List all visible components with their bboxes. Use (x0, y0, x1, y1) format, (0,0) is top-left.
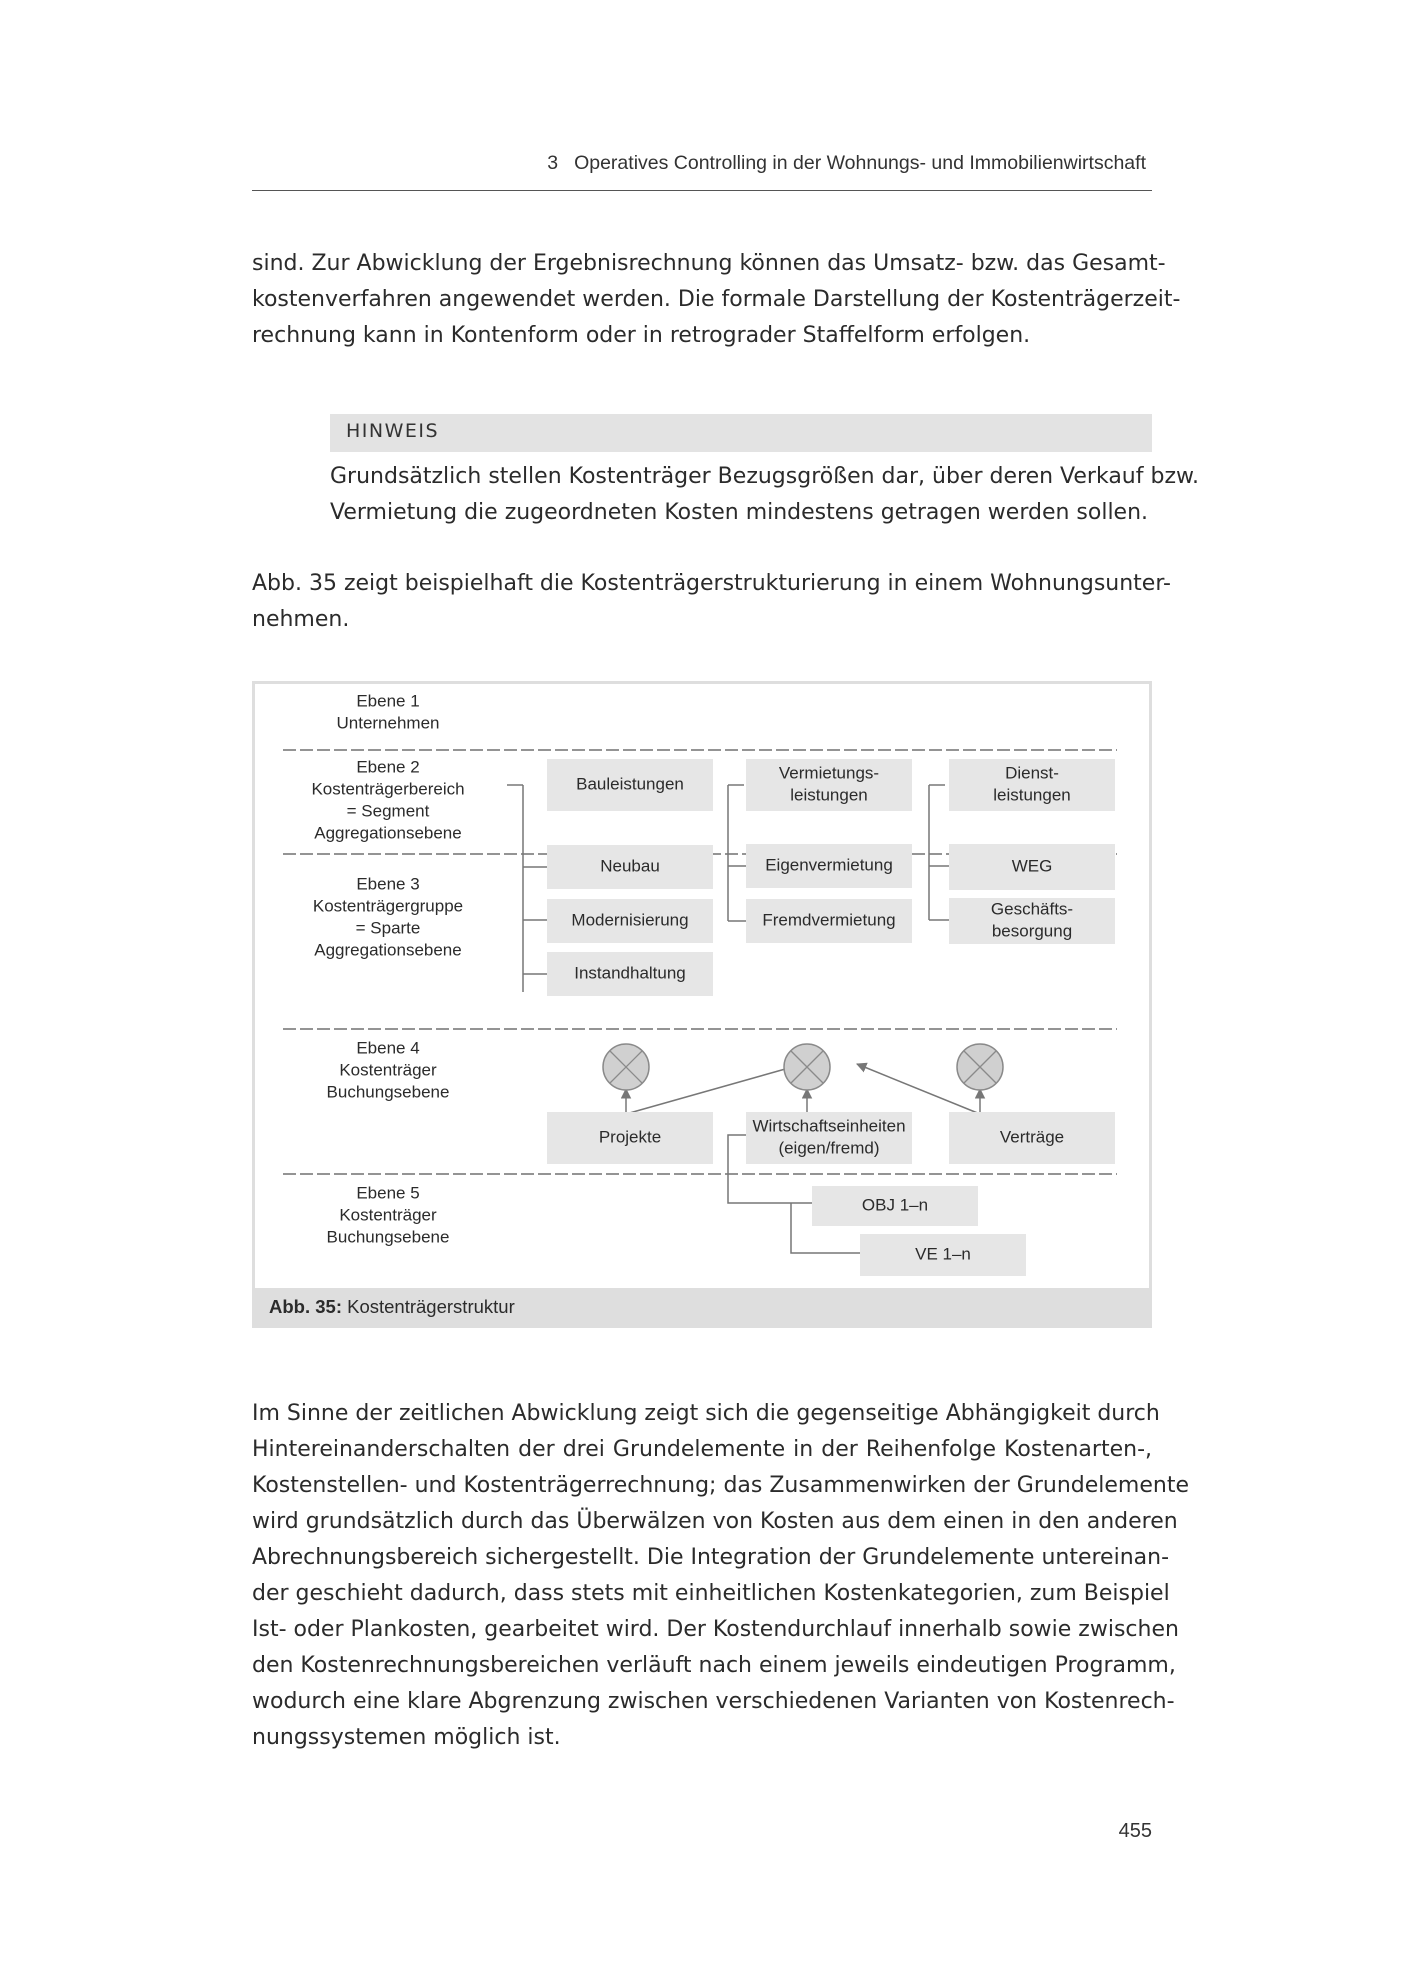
level-label: Buchungsebene (326, 1082, 450, 1102)
object-label: VE 1–n (915, 1244, 971, 1264)
caption-label: Abb. 35: (269, 1296, 342, 1317)
level-label: Aggregationsebene (314, 940, 462, 960)
note-label-bar (330, 414, 1152, 452)
text-line: wird grundsätzlich durch das Überwälzen von Kosten aus dem einen in den anderen (252, 1509, 1178, 1534)
group-label: Geschäfts- (990, 899, 1074, 919)
group-label: Eigenvermietung (765, 855, 893, 875)
text-line: Kostenstellen- und Kostenträgerrechnung; das Zusammenwirken der Grundelemente (252, 1473, 1189, 1498)
text-line: kostenverfahren angewendet werden. Die formale Darstellung der Kostenträgerzeit- (252, 287, 1181, 312)
text-line: der geschieht dadurch, dass stets mit einheitlichen Kostenkategorien, zum Beispiel (252, 1581, 1170, 1606)
note-label: HINWEIS (346, 420, 440, 442)
paragraph-3 (252, 1396, 1189, 1756)
cost-carrier-label: (eigen/fremd) (778, 1138, 880, 1158)
text-line: Abb. 35 zeigt beispielhaft die Kostenträgerstrukturierung in einem Wohnungsunter- (252, 571, 1171, 596)
text-line: Vermietung die zugeordneten Kosten mindestens getragen werden sollen. (330, 500, 1149, 525)
paragraph-1 (252, 246, 1181, 354)
chapter-number: 3 (547, 152, 559, 174)
level-label: Kostenträger (339, 1205, 437, 1225)
group-label: Fremdvermietung (762, 910, 896, 930)
running-header-text (547, 152, 1146, 175)
text-line: Ist- oder Plankosten, gearbeitet wird. Der Kostendurchlauf innerhalb sowie zwischen (252, 1617, 1179, 1642)
level-label: = Sparte (355, 918, 421, 938)
figure-caption (252, 1288, 1152, 1328)
text-line: Grundsätzlich stellen Kostenträger Bezugsgrößen dar, über deren Verkauf bzw. (330, 464, 1199, 489)
cost-carrier-label: Wirtschaftseinheiten (752, 1116, 906, 1136)
group-label: Instandhaltung (574, 963, 686, 983)
paragraph-2 (252, 566, 1171, 638)
text-line: Hintereinanderschalten der drei Grundelemente in der Reihenfolge Kostenarten-, (252, 1437, 1152, 1462)
level-label: Ebene 2 (356, 757, 420, 777)
level-label: Ebene 5 (356, 1183, 420, 1203)
note-text (330, 459, 1199, 531)
segment-label: Bauleistungen (576, 774, 684, 794)
running-header (252, 150, 1152, 191)
level-label: Ebene 1 (356, 691, 420, 711)
page-number: 455 (1118, 1820, 1152, 1842)
level-label: Kostenträgergruppe (312, 896, 464, 916)
segment-label: leistungen (790, 785, 868, 805)
text-line: den Kostenrechnungsbereichen verläuft nach einem jeweils eindeutigen Programm, (252, 1653, 1176, 1678)
text-line: Abrechnungsbereich sichergestellt. Die Integration der Grundelemente untereinan- (252, 1545, 1170, 1570)
cost-carrier-label: Projekte (598, 1127, 662, 1147)
text-line: nungssystemen möglich ist. (252, 1725, 561, 1750)
text-line: wodurch eine klare Abgrenzung zwischen verschiedenen Varianten von Kostenrech- (252, 1689, 1175, 1714)
object-label: OBJ 1–n (861, 1195, 929, 1215)
text-line: sind. Zur Abwicklung der Ergebnisrechnung können das Umsatz- bzw. das Gesamt- (252, 251, 1166, 276)
level-label: Buchungsebene (326, 1227, 450, 1247)
chapter-title: Operatives Controlling in der Wohnungs- und Immobilienwirtschaft (574, 152, 1146, 174)
arrow-line (626, 1064, 803, 1114)
text-line: rechnung kann in Kontenform oder in retrograder Staffelform erfolgen. (252, 323, 1031, 348)
group-label: Neubau (600, 856, 660, 876)
caption-title: Kostenträgerstruktur (341, 1296, 515, 1317)
group-label: WEG (1011, 856, 1053, 876)
cost-carrier-diagram (255, 684, 1149, 1314)
segment-label: leistungen (993, 785, 1071, 805)
figure-cost-carrier-structure (252, 681, 1152, 1317)
level-label: Aggregationsebene (314, 823, 462, 843)
group-label: besorgung (991, 921, 1073, 941)
level-label: = Segment (346, 801, 430, 821)
segment-label: Dienst- (1005, 763, 1059, 783)
text-line: nehmen. (252, 607, 350, 632)
level-label: Ebene 4 (356, 1038, 420, 1058)
text-line: Im Sinne der zeitlichen Abwicklung zeigt sich die gegenseitige Abhängigkeit durch (252, 1401, 1160, 1426)
segment-label: Vermietungs- (778, 763, 880, 783)
level-label: Kostenträgerbereich (311, 779, 465, 799)
group-label: Modernisierung (571, 910, 689, 930)
level-label: Ebene 3 (356, 874, 420, 894)
cost-carrier-label: Verträge (999, 1127, 1065, 1147)
level-label: Unternehmen (336, 713, 440, 733)
caption-text (269, 1296, 515, 1318)
level-label: Kostenträger (339, 1060, 437, 1080)
